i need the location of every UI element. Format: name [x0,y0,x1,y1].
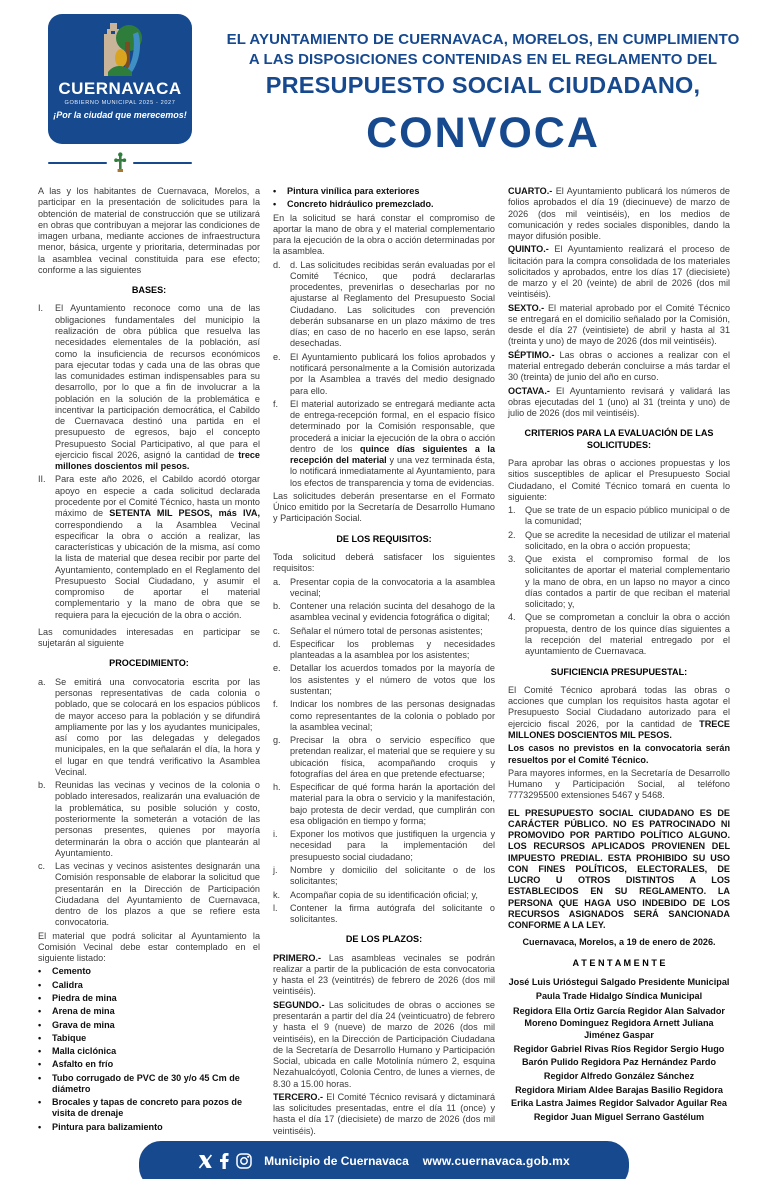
text-run: Las asambleas vecinales se podrán realizar a partir de la publicación de esta convocatoria y hasta el 23 (veintitrés) de febrero de 2026 (dos mil veintiséis). [273,952,495,997]
text-run: Precisar la obra o servicio específico que pretendan realizar, el material que se requiere y su ubicación física, acompañando croquis y fotografías del área en que pretende efectuarse; [290,735,495,779]
section-heading: CRITERIOS PARA LA EVALUACIÓN DE LAS SOLICITUDES: [524,428,714,450]
text-run: SEGUNDO.- [273,999,325,1010]
text-run: Regidora Ella Ortiz García Regidor Alan Salvador Moreno Dominguez Regidora Arnett Juliana Jiménez Gaspar [513,1005,725,1041]
text-run: CUARTO.- [508,186,553,196]
text-run: Malla ciclónica [52,1046,117,1057]
paragraph [508,685,730,741]
cross-tree-icon [113,152,127,174]
text-run: Indicar los nombres de las personas designadas como representantes de la colonia o poblado por la asamblea vecinal; [290,699,495,732]
list-marker: b. [38,780,46,791]
list-marker: 1. [508,505,516,516]
list-marker: • [38,979,42,990]
text-run: Arena de mina [52,1006,115,1017]
text-run: Que se comprometan a concluir la obra o acción propuesta, dentro de los quince días siguientes a la recepción del material entregado por el ayuntamiento de Cuernavaca. [525,612,730,657]
list-marker: • [273,186,277,196]
masthead [0,0,768,186]
list-item-text [290,829,495,863]
paragraph [273,1000,495,1090]
footer-org-name: Municipio de Cuernavaca [264,1154,409,1168]
list-marker: j. [273,864,278,875]
list-item-text [290,890,495,901]
list-item [273,601,495,624]
text-run: Detallar los acuerdos tomados por la mayoría de los asistentes y el número de votos que los sustentan; [290,663,495,696]
text-run: Tabique [52,1032,87,1043]
text-run: Asfalto en frío [52,1059,114,1070]
logo-city-name: CUERNAVACA [58,79,182,98]
text-run: Presentar copia de la convocatoria a la asamblea vecinal; [290,576,495,598]
list-item-text [290,865,495,888]
section-heading: BASES: [131,285,167,296]
text-run: Especificar de qué forma harán la aportación del material para la obra o servicio y la manifestación, bajo protesta de decir verdad, que cumplirán con esa obligación en tiempo y forma; [290,782,495,826]
text-run: QUINTO.- [508,244,549,255]
list-marker: • [273,199,277,210]
list-item [38,780,260,859]
bullet-item [273,199,495,210]
paragraph [508,1005,730,1042]
text-run: Las solicitudes de obras o acciones se presentarán a partir del día 24 (veinticuatro) de febrero y hasta el 9 (nueve) de marzo de 2026 (dos mil veintiséis), en la Dirección de Participación Ciudadana de la Secretaría de Desarrollo Humano y Participación Social, ubicada en calle Motolinía número 2, esquina Nezahualcóyotl, Colonia Centro, de lunes a viernes, de 8.30 a 15.00 horas. [273,999,495,1089]
list-item-text [290,352,495,397]
bullet-item [38,1073,260,1096]
text-run: Regidor Juan Miguel Serrano Gastélum [533,1111,705,1122]
list-item-text [290,699,495,733]
text-run: Que exista el compromiso formal de los solicitantes de aportar el material complementario y la mano de obra, en un lapso no mayor a cinco días contados a partir de que reciban el material solicitado; y, [525,554,730,610]
text-run: Reunidas las vecinas y vecinos de la colonia o poblado interesados, realizarán una evaluación de la problemática, su posible solución y costo, posteriormente la someterán a votación de las personas presentes, quienes por mayoría determinarán la obra o acción que plantearán al Ayuntamiento. [55,780,260,858]
text-run: trece millones doscientos mil pesos. [55,449,260,472]
text-run: Para este año 2026, el Cabildo acordó otorgar apoyo en especie a cada solicitud declarada procedente por el Comité Técnico, hasta un monto máximo de [55,474,260,519]
text-run: Regidora Miriam Aldee Barajas Basilio Regidora Erika Lastra Jaimes Regidor Salvador Aguilar Rea [511,1085,727,1108]
text-run: TRECE MILLONES DOSCIENTOS MIL PESOS. [508,718,730,740]
text-run: El Ayuntamiento publicará los números de folios aprobados el día 19 (diecinueve) de marzo de 2026 (dos mil veintiséis), en los medios de comunicación y redes sociales disponibles, dando la mayor difusión posible. [508,186,730,242]
bullet-item [38,1046,260,1057]
text-run: Nombre y domicilio del solicitante o de los solicitantes; [290,864,495,887]
paragraph [38,627,260,650]
text-run: El material aprobado por el Comité Técnico se entregará en el domicilio señalado por la Comisión, desde el día 27 (veintisiete) de abril y hasta al 31 (treinta y uno) de mayo de 2026 (dos mil veintiséis). [508,302,730,347]
list-marker: II. [38,474,46,485]
list-item-text [52,1097,260,1120]
list-item-text [290,639,495,662]
list-item-text [52,1073,260,1096]
text-run: Brocales y tapas de concreto para pozos de visita de drenaje [52,1097,243,1119]
text-run: PRIMERO.- [273,952,321,963]
text-run: Las obras o acciones a realizar con el material entregado deberán concluirse a más tardar el 30 (treinta) de junio del año en curso. [508,349,730,383]
text-run: Paula Trade Hidalgo Síndica Municipal [535,991,703,1002]
text-run: Pintura para balizamiento [52,1121,163,1132]
text-run: Piedra de mina [52,992,117,1003]
divider-line [48,162,107,164]
text-run: TERCERO.- [273,1091,324,1102]
footer-bar [139,1141,629,1179]
list-item-text [52,980,260,991]
list-item [273,626,495,637]
list-item-text [525,554,730,610]
text-run: Regidor Alfredo González Sánchez [543,1070,695,1081]
list-item [508,554,730,610]
headline-line-1: EL AYUNTAMIENTO DE CUERNAVACA, MORELOS, EN CUMPLIMIENTO [226,31,740,48]
paragraph [508,458,730,503]
list-marker: e. [273,351,281,362]
text-run: Para aprobar las obras o acciones propuestas y los sitios susceptibles de aplicar el Presupuesto Social Ciudadano, el Comité Técnico tomará en cuenta lo siguiente: [508,458,730,502]
bullet-item [38,1122,260,1133]
bullet-item [38,1020,260,1031]
list-item-text [525,530,730,553]
text-run: El Ayuntamiento realizará el proceso de licitación para la compra consolidada de los materiales solicitados y aprobados, entre los días 17 (diecisiete) de marzo y el 20 (veinte) de abril de 2026 (dos mil veintiséis). [508,244,730,300]
paragraph [508,990,730,1002]
list-item [38,303,260,472]
bullet-item [38,1097,260,1120]
text-run: y una vez terminada ésta, lo notificará inmediatamente al Ayuntamiento, para los efectos de transparencia y toma de evidencias. [290,455,496,488]
list-marker: b. [273,601,281,612]
paragraph [508,386,730,420]
text-run: Exponer los motivos que justifiquen la urgencia y necesidad para la implementación del presupuesto social ciudadano; [290,829,495,862]
list-marker: I. [38,303,44,314]
text-run: A las y los habitantes de Cuernavaca, Morelos, a participar en la presentación de solicitudes para la obtención de material de construcción que se utilizará en obras que contribuyan a mejorar las condiciones de imagen urbana, mediante acciones de infraestructura menor, básica, urgente y prioritaria, determinadas por la asamblea vecinal constituida para ese efecto; conforme a las siguientes [38,186,260,275]
list-marker: • [38,992,42,1003]
text-run: SETENTA MIL PESOS, más IVA, [109,508,260,519]
list-item-text [290,601,495,624]
list-item [508,505,730,528]
paragraph [508,768,730,802]
paragraph [508,1043,730,1068]
list-item [38,474,260,620]
list-item-text [52,966,260,977]
list-marker: c. [38,861,46,872]
logo-divider [48,152,192,174]
text-run: Las vecinas y vecinos asistentes designarán una Comisión responsable de elaborar la solicitud que presentarán en la Dirección de Participación Ciudadana del Ayuntamiento de Cuernavaca, dentro de los plazos a que se refiere esta convocatoria. [55,861,260,928]
list-item-text [290,663,495,697]
list-item-text [52,1046,260,1057]
list-item-text [55,677,260,778]
list-marker: i. [273,829,278,840]
list-item [273,399,495,489]
text-run: quince días siguientes a la recepción del material [290,443,495,466]
list-marker: 2. [508,529,516,540]
text-run: El Comité Técnico revisará y dictaminará las solicitudes presentadas, entre el día 11 (once) y hasta el día 17 (diecisiete) de marzo de 2026 (dos mil veintiséis). [273,1091,495,1136]
list-marker: d. [273,259,281,270]
text-run: Toda solicitud deberá satisfacer los siguientes requisitos: [273,552,495,574]
list-item [273,903,495,926]
list-item-text [55,780,260,859]
text-run: Contener la firma autógrafa del solicitante o solicitantes. [290,902,495,925]
list-item-text [290,903,495,926]
text-run: Contener una relación sucinta del desahogo de la asamblea vecinal y evidencia fotográfica o digital; [290,601,495,623]
list-marker: c. [273,625,281,636]
list-item [273,663,495,697]
list-item-text [525,505,730,528]
facebook-icon [220,1153,229,1169]
list-marker: a. [273,576,281,587]
text-run: Pintura vinílica para exteriores [287,186,420,196]
text-run: El Ayuntamiento reconoce como una de las obligaciones fundamentales del municipio la realización de obra pública que resuelva las necesidades elementales de la población, así como la insuficiencia de recursos económicos para ejecutar todas y cada una de las obras que las comunidades estiman indispensables para su desarrollo, por lo que a fin de involucrar a la población en la solución de la problemática e incentivar la participación democrática, el Cabildo de Cuernavaca destinó una partida en el presupuesto de egresos, bajo el concepto Presupuesto Social Participativo, al que para el ejercicio fiscal 2026, asignó la cantidad de [55,303,260,460]
list-marker: g. [273,735,281,746]
list-marker: • [38,1097,42,1108]
text-run: En la solicitud se hará constar el compromiso de aportar la mano de obra y el material complementario para la ejecución de la obra o acción determinadas por la asamblea. [273,212,495,257]
list-item [38,677,260,778]
list-marker: • [38,1019,42,1030]
paragraph [273,1092,495,1137]
list-item-text [52,1020,260,1031]
headline-program-name: PRESUPUESTO SOCIAL CIUDADANO, [265,72,701,98]
list-item [273,577,495,600]
bullet-item [38,1059,260,1070]
x-icon [198,1154,213,1169]
text-run: d. Las solicitudes recibidas serán evaluadas por el Comité Técnico, que podrá declararlas procedentes, prevenirlas o desecharlas por no ajustarse al Reglamento del Presupuesto Social Ciudadano. Las solicitudes con prevención deberán subsanarse en un plazo máximo de tres días; en caso de no hacerlo en ese lapso, serán desechadas. [290,259,495,349]
headline-convoca: CONVOCA [366,109,600,158]
city-emblem-icon [94,22,146,78]
divider-line [133,162,192,164]
list-marker: f. [273,398,279,409]
text-run: Los casos no previstos en la convocatoria serán resueltos por el Comité Técnico. [508,743,730,765]
paragraph [508,976,730,988]
paragraph [273,953,495,998]
paragraph [508,1111,730,1123]
text-run: El material que podrá solicitar al Ayuntamiento la Comisión Vecinal debe estar contemplado en el siguiente listado: [38,930,260,964]
paragraph [273,491,495,525]
list-item-text [290,626,495,637]
list-marker: f. [273,699,279,710]
list-item [38,861,260,929]
list-marker: k. [273,889,281,900]
list-marker: • [38,1121,42,1132]
bullet-item [38,1033,260,1044]
bullet-item [273,186,495,197]
text-run: EL PRESUPUESTO SOCIAL CIUDADANO ES DE CARÁCTER PÚBLICO. NO ES PATROCINADO NI PROMOVIDO POR PARTIDO POLÍTICO ALGUNO. LOS RECURSOS APLICADOS PROVIENEN DEL IMPUESTO PREDIAL. ESTA PROHIBIDO SU USO CON FINES POLÍTICOS, ELECTORALES, DE LUCRO U OTROS DISTINTOS A LOS ESTABLECIDOS EN SU REGLAMENTO. LA PERSONA QUE HAGA USO INDEBIDO DE LOS RECURSOS ASIGNADOS SERÁ SANCIONADA CONFORME A LA LEY. [508,807,730,931]
paragraph [38,186,260,276]
list-item [273,782,495,827]
list-marker: • [38,1046,42,1057]
document-body [0,186,768,1139]
text-run: Para mayores informes, en la Secretaría de Desarrollo Humano y Participación Social, al teléfono 7773295500 extensiones 5467 y 5468. [508,767,730,801]
text-run: Señalar el número total de personas asistentes; [290,625,483,636]
list-item-text [290,260,495,350]
text-run: Especificar los problemas y necesidades planteadas a la asamblea por los asistentes; [290,638,495,661]
paragraph [508,937,730,948]
list-marker: 3. [508,554,516,565]
paragraph [508,743,730,766]
text-run: correspondiendo a la Asamblea Vecinal especificar la obra o acción a realizar, las características y ubicación de la misma, así como la lista de material que desea recibir por parte del Ayuntamiento, contemplado en el Reglamento del Presupuesto Social Ciudadano, y asumir el compromiso de aportar el material complementario y la mano de obra que se requiera para la ejecución de la obra o acción. [55,519,260,620]
text-run: SÉPTIMO.- [508,349,555,360]
paragraph [38,931,260,965]
text-run: Las comunidades interesadas en participar se sujetarán al siguiente [38,626,260,649]
text-run: Que se trate de un espacio público municipal o de la comunidad; [525,505,730,527]
paragraph [508,303,730,348]
text-run: Se emitirá una convocatoria escrita por las personas representativas de cada colonia o poblado, que se colocará en los espacios públicos de mayor acceso para la población y se difundirá ampliamente por las y los ayudantes municipales, así como por las delegadas y delegados municipales, en la que señalarán el día, la hora y el lugar en que tendrá verificativo la Asamblea Vecinal. [55,676,260,777]
list-item-text [55,861,260,929]
list-item-text [290,577,495,600]
list-marker: • [38,1006,42,1017]
text-run: Las solicitudes deberán presentarse en el Formato Único emitido por la Secretaría de Desarrollo Humano y Participación Social. [273,490,495,524]
text-run: El Comité Técnico aprobará todas las obras o acciones que cumplan los requisitos hasta agotar el Presupuesto Social Ciudadano autorizado para el ejercicio fiscal 2026, por la cantidad de [508,684,730,729]
document-column-1 [38,186,260,1135]
paragraph [273,213,495,258]
document-column-3 [508,186,730,1125]
list-marker: e. [273,663,281,674]
section-heading: A T E N T A M E N T E [572,957,666,968]
document-column-2 [273,186,495,1139]
list-item-text [52,993,260,1004]
text-run: Concreto hidráulico premezclado. [287,199,434,210]
headline [224,30,742,158]
list-item [273,890,495,901]
list-item-text [290,735,495,780]
list-item [273,735,495,780]
list-item-text [55,303,260,472]
paragraph [273,552,495,575]
bullet-item [38,993,260,1004]
section-heading: SUFICIENCIA PRESUPUESTAL: [550,666,688,677]
text-run: Que se acredite la necesidad de utilizar el material solicitado, en la obra o acción propuesta; [525,529,730,551]
paragraph [508,350,730,384]
footer-website-url: www.cuernavaca.gob.mx [422,1154,570,1168]
section-heading: DE LOS PLAZOS: [345,934,423,945]
text-run: Regidor Gabriel Rivas Ríos Regidor Sergio Hugo Barón Pulido Regidora Paz Hernández Pardo [513,1044,725,1067]
list-item-text [290,782,495,827]
paragraph [508,808,730,932]
text-run: Calidra [52,979,83,990]
list-marker: • [38,966,42,977]
list-item-text [52,1059,260,1070]
list-item [273,699,495,733]
list-marker: • [38,1032,42,1043]
list-marker: a. [38,676,46,687]
bullet-item [38,980,260,991]
section-heading: PROCEDIMIENTO: [109,658,189,669]
text-run: El Ayuntamiento publicará los folios aprobados y notificará personalmente a la Comisión autorizada por la Asamblea a través del medio designado para ello. [290,351,495,396]
text-run: Cuernavaca, Morelos, a 19 de enero de 2026. [522,937,716,948]
list-marker: 4. [508,612,516,623]
bullet-item [38,1006,260,1017]
list-item-text [52,1006,260,1017]
paragraph [508,244,730,300]
text-run: José Luis Urióstegui Salgado Presidente Municipal [508,977,730,988]
list-marker: l. [273,902,278,913]
list-item-text [287,199,495,210]
list-marker: h. [273,782,281,793]
text-run: Cemento [52,966,91,977]
logo-slogan: ¡Por la ciudad que merecemos! [53,109,187,120]
social-icons [198,1153,252,1169]
text-run: OCTAVA.- [508,385,550,396]
list-item-text [52,1033,260,1044]
list-item [273,260,495,350]
text-run: Acompañar copia de su identificación oficial; y, [290,889,478,900]
headline-line-2: A LAS DISPOSICIONES CONTENIDAS EN EL REGLAMENTO DEL [248,50,718,68]
list-item [273,639,495,662]
list-marker: d. [273,638,281,649]
list-item-text [52,1122,260,1133]
cuernavaca-logo [48,14,192,144]
list-item [508,530,730,553]
instagram-icon [236,1153,252,1169]
text-run: El material autorizado se entregará mediante acta de entrega-recepción formal, en el espacio físico determinado por la Comisión responsable, que procederá a iniciar la ejecución de la obra o acción dentro de los [290,398,495,454]
list-marker: • [38,1072,42,1083]
bullet-item [38,966,260,977]
list-item-text [287,186,495,197]
paragraph [508,1084,730,1109]
text-run: SEXTO.- [508,302,545,313]
list-item-text [290,399,495,489]
section-heading: DE LOS REQUISITOS: [336,533,432,544]
text-run: Tubo corrugado de PVC de 30 y/o 45 Cm de diámetro [52,1072,240,1094]
paragraph [508,1070,730,1082]
paragraph [508,186,730,242]
list-item-text [55,474,260,620]
logo-government-period: GOBIERNO MUNICIPAL 2025 - 2027 [64,99,176,106]
list-item-text [525,612,730,657]
text-run: El Ayuntamiento revisará y validará las obras ejecutadas del 1 (uno) al 31 (treinta y uno) de julio de 2026 (dos mil veintiséis). [508,385,730,419]
list-item [508,612,730,657]
list-item [273,352,495,397]
text-run: Grava de mina [52,1019,115,1030]
list-item [273,865,495,888]
list-marker: • [38,1059,42,1070]
list-item [273,829,495,863]
